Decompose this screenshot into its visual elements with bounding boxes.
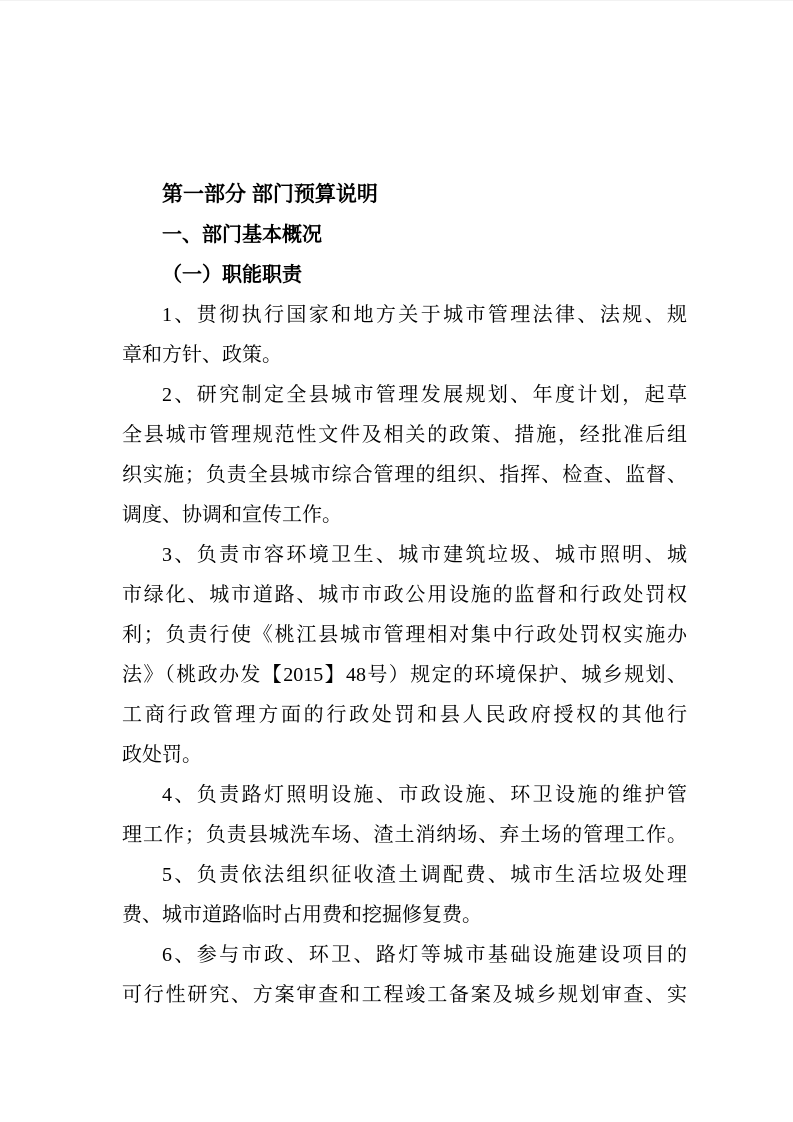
subsection-heading: （一）职能职责 — [162, 264, 302, 286]
paragraph-line: 织实施；负责全县城市综合管理的组织、指挥、检查、监督、 — [122, 464, 687, 486]
paragraph-line: 4、负责路灯照明设施、市政设施、环卫设施的维护管 — [162, 784, 687, 806]
paragraph-line: 理工作；负责县城洗车场、渣土消纳场、弃土场的管理工作。 — [122, 824, 687, 846]
paragraph — [122, 935, 687, 1015]
paragraph-line: 费、城市道路临时占用费和挖掘修复费。 — [122, 904, 482, 926]
paragraph — [122, 855, 687, 935]
paragraph — [122, 375, 687, 535]
document-content — [122, 175, 687, 1015]
part-title: 第一部分 部门预算说明 — [162, 183, 378, 206]
paragraph-line: 法》（桃政办发【2015】48号）规定的环境保护、城乡规划、 — [122, 664, 687, 686]
paragraph-line: 政处罚。 — [122, 744, 202, 766]
paragraph-line: 3、负责市容环境卫生、城市建筑垃圾、城市照明、城 — [162, 544, 687, 566]
paragraph-line: 5、负责依法组织征收渣土调配费、城市生活垃圾处理 — [162, 864, 687, 886]
paragraph-line: 2、研究制定全县城市管理发展规划、年度计划，起草 — [162, 384, 687, 406]
paragraph-line: 市绿化、城市道路、城市市政公用设施的监督和行政处罚权 — [122, 584, 687, 606]
section-heading: 一、部门基本概况 — [162, 224, 322, 246]
paragraph-line: 1、贯彻执行国家和地方关于城市管理法律、法规、规 — [162, 304, 687, 326]
paragraph-line: 利；负责行使《桃江县城市管理相对集中行政处罚权实施办 — [122, 624, 687, 646]
paragraph — [122, 295, 687, 375]
paragraph-line: 6、参与市政、环卫、路灯等城市基础设施建设项目的 — [162, 944, 687, 966]
paragraph-line: 全县城市管理规范性文件及相关的政策、措施，经批准后组 — [122, 424, 687, 446]
paragraph-list — [122, 295, 687, 1015]
paragraph-line: 章和方针、政策。 — [122, 344, 282, 366]
paragraph-line: 调度、协调和宣传工作。 — [122, 504, 342, 526]
paragraph-line: 可行性研究、方案审查和工程竣工备案及城乡规划审查、实 — [122, 984, 687, 1006]
paragraph-line: 工商行政管理方面的行政处罚和县人民政府授权的其他行 — [122, 704, 687, 726]
paragraph — [122, 775, 687, 855]
paragraph — [122, 535, 687, 775]
